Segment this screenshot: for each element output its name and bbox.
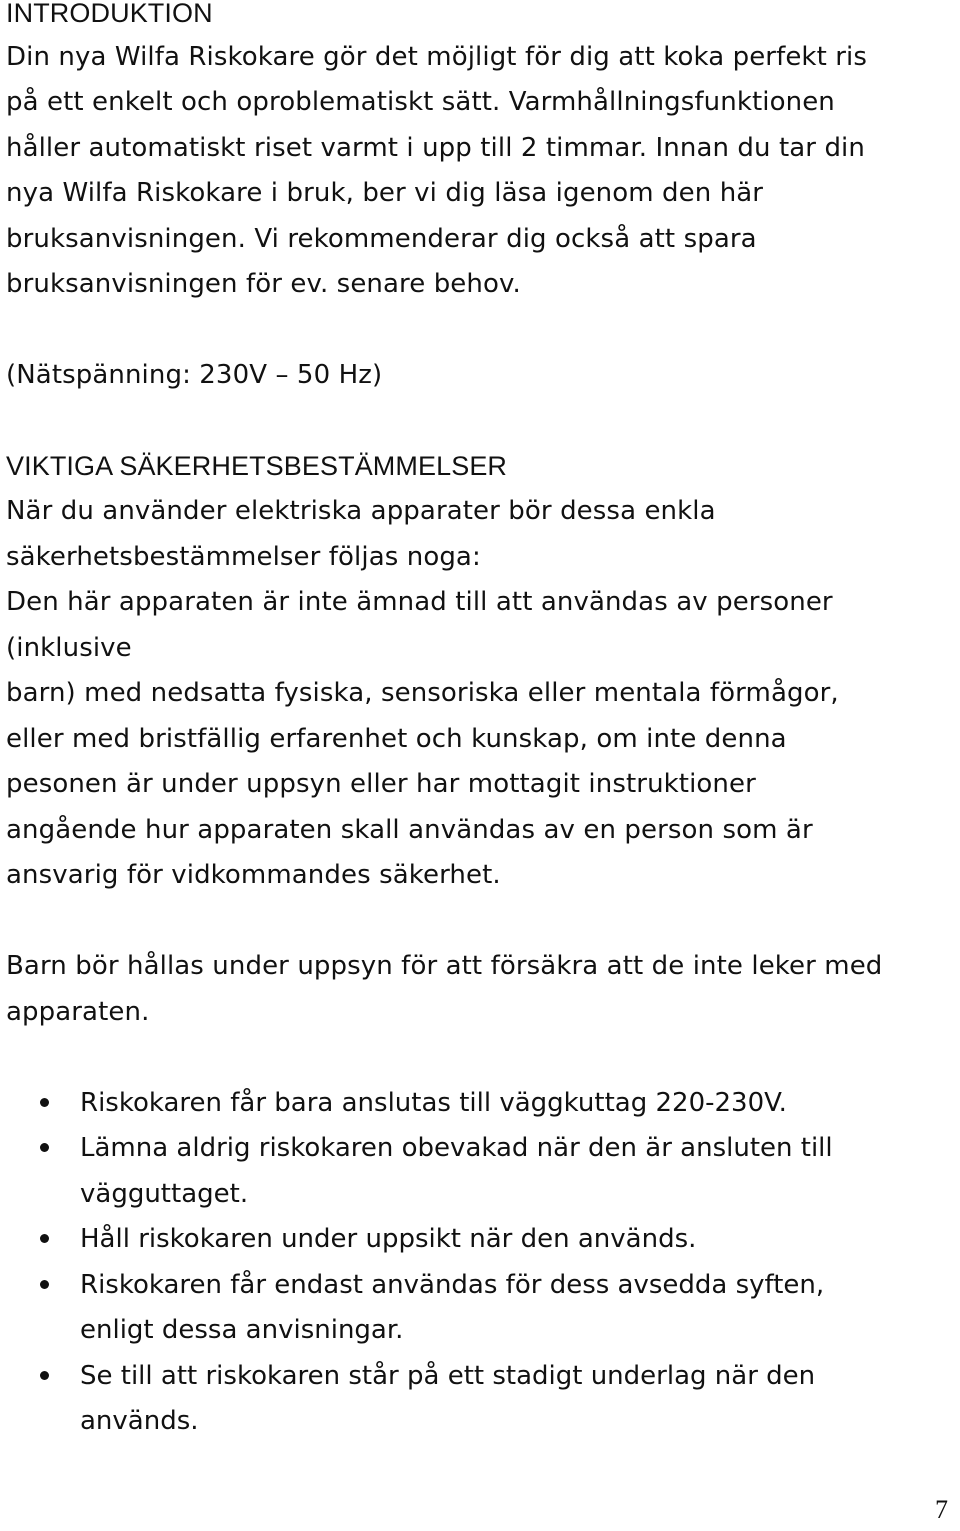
bullet-text-line: Riskokaren får endast användas för dess avsedda syften, bbox=[80, 1270, 825, 1300]
safety-heading: VIKTIGA SÄKERHETSBESTÄMMELSER bbox=[6, 451, 508, 481]
children-text-line: Barn bör hållas under uppsyn för att försäkra att de inte leker med bbox=[6, 951, 883, 981]
bullet-text-line: Håll riskokaren under uppsikt när den används. bbox=[80, 1224, 697, 1254]
bullet-text-line: Riskokaren får bara anslutas till väggkuttag 220-230V. bbox=[80, 1088, 787, 1118]
intro-text-line: bruksanvisningen för ev. senare behov. bbox=[6, 269, 521, 299]
safety-text-line: angående hur apparaten skall användas av en person som är bbox=[6, 815, 813, 845]
voltage-note: (Nätspänning: 230V – 50 Hz) bbox=[6, 360, 383, 390]
bullet-text-line: vägguttaget. bbox=[80, 1179, 249, 1209]
safety-text-line: (inklusive bbox=[6, 633, 132, 663]
bullet-icon bbox=[40, 1143, 49, 1152]
safety-text-line: eller med bristfällig erfarenhet och kunskap, om inte denna bbox=[6, 724, 787, 754]
bullet-text-line: används. bbox=[80, 1406, 199, 1436]
bullet-icon bbox=[40, 1234, 49, 1243]
intro-text-line: nya Wilfa Riskokare i bruk, ber vi dig läsa igenom den här bbox=[6, 178, 764, 208]
intro-text-line: håller automatiskt riset varmt i upp till 2 timmar. Innan du tar din bbox=[6, 133, 865, 163]
safety-text-line: säkerhetsbestämmelser följas noga: bbox=[6, 542, 481, 572]
intro-text-line: på ett enkelt och oproblematiskt sätt. Varmhållningsfunktionen bbox=[6, 87, 835, 117]
safety-text-line: pesonen är under uppsyn eller har mottagit instruktioner bbox=[6, 769, 756, 799]
page-number: 7 bbox=[935, 1495, 948, 1524]
intro-heading: INTRODUKTION bbox=[6, 0, 213, 28]
intro-text-line: Din nya Wilfa Riskokare gör det möjligt för dig att koka perfekt ris bbox=[6, 42, 868, 72]
children-text-line: apparaten. bbox=[6, 997, 150, 1027]
bullet-icon bbox=[40, 1371, 49, 1380]
safety-text-line: När du använder elektriska apparater bör dessa enkla bbox=[6, 496, 716, 526]
bullet-text-line: Se till att riskokaren står på ett stadigt underlag när den bbox=[80, 1361, 816, 1391]
safety-text-line: barn) med nedsatta fysiska, sensoriska eller mentala förmågor, bbox=[6, 678, 839, 708]
safety-text-line: ansvarig för vidkommandes säkerhet. bbox=[6, 860, 501, 890]
intro-text-line: bruksanvisningen. Vi rekommenderar dig också att spara bbox=[6, 224, 757, 254]
bullet-icon bbox=[40, 1098, 49, 1107]
bullet-text-line: Lämna aldrig riskokaren obevakad när den är ansluten till bbox=[80, 1133, 833, 1163]
safety-text-line: Den här apparaten är inte ämnad till att användas av personer bbox=[6, 587, 833, 617]
bullet-icon bbox=[40, 1280, 49, 1289]
bullet-text-line: enligt dessa anvisningar. bbox=[80, 1315, 404, 1345]
